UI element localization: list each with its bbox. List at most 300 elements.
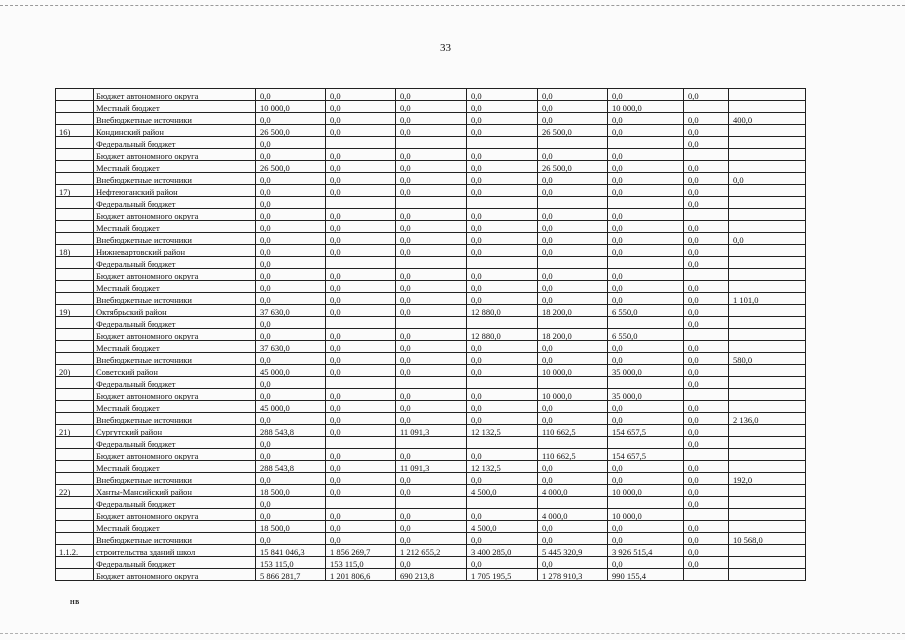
row-index-cell: [56, 521, 94, 533]
value-cell: 0,0: [396, 353, 467, 365]
value-cell: 0,0: [467, 389, 538, 401]
row-label-cell: Бюджет автономного округа: [94, 89, 256, 101]
value-cell: 18 200,0: [538, 305, 608, 317]
value-cell: 0,0: [326, 521, 396, 533]
row-label-cell: Местный бюджет: [94, 401, 256, 413]
value-cell: 0,0: [256, 221, 326, 233]
value-cell: [729, 137, 806, 149]
table-row: [56, 161, 806, 173]
value-cell: 0,0: [326, 209, 396, 221]
row-index-cell: [56, 377, 94, 389]
value-cell: 1 705 195,5: [467, 569, 538, 581]
row-label-cell: Внебюджетные источники: [94, 293, 256, 305]
value-cell: 0,0: [326, 173, 396, 185]
row-index-cell: [56, 437, 94, 449]
table-row: [56, 545, 806, 557]
table-row: [56, 305, 806, 317]
value-cell: 0,0: [326, 233, 396, 245]
value-cell: 0,0: [326, 305, 396, 317]
value-cell: 0,0: [256, 197, 326, 209]
value-cell: 4 500,0: [467, 485, 538, 497]
value-cell: 6 550,0: [608, 329, 684, 341]
value-cell: 0,0: [684, 485, 729, 497]
row-index-cell: 16): [56, 125, 94, 137]
value-cell: 1 278 910,3: [538, 569, 608, 581]
row-label-cell: Внебюджетные источники: [94, 473, 256, 485]
value-cell: 0,0: [538, 521, 608, 533]
value-cell: 0,0: [608, 185, 684, 197]
value-cell: 0,0: [608, 401, 684, 413]
value-cell: [729, 557, 806, 569]
value-cell: 0,0: [467, 401, 538, 413]
value-cell: [684, 449, 729, 461]
value-cell: 110 662,5: [538, 449, 608, 461]
value-cell: 0,0: [538, 461, 608, 473]
value-cell: 0,0: [396, 485, 467, 497]
value-cell: 18 200,0: [538, 329, 608, 341]
value-cell: 15 841 046,3: [256, 545, 326, 557]
value-cell: 0,0: [326, 341, 396, 353]
row-index-cell: [56, 389, 94, 401]
value-cell: 0,0: [256, 473, 326, 485]
table-row: [56, 221, 806, 233]
value-cell: 0,0: [326, 329, 396, 341]
value-cell: 0,0: [396, 389, 467, 401]
value-cell: 400,0: [729, 113, 806, 125]
row-index-cell: 18): [56, 245, 94, 257]
value-cell: [396, 437, 467, 449]
value-cell: 0,0: [684, 173, 729, 185]
value-cell: [467, 137, 538, 149]
row-index-cell: 21): [56, 425, 94, 437]
row-index-cell: [56, 269, 94, 281]
value-cell: 0,0: [467, 341, 538, 353]
row-index-cell: 17): [56, 185, 94, 197]
value-cell: 0,0: [396, 209, 467, 221]
value-cell: 0,0: [684, 245, 729, 257]
value-cell: 10 000,0: [538, 365, 608, 377]
table-row: [56, 461, 806, 473]
value-cell: [467, 377, 538, 389]
value-cell: [729, 425, 806, 437]
table-row: [56, 293, 806, 305]
value-cell: 12 880,0: [467, 305, 538, 317]
table-row: [56, 209, 806, 221]
value-cell: 0,0: [608, 521, 684, 533]
value-cell: 0,0: [538, 149, 608, 161]
table-row: [56, 269, 806, 281]
value-cell: 0,0: [256, 137, 326, 149]
value-cell: 0,0: [326, 533, 396, 545]
value-cell: 0,0: [396, 473, 467, 485]
value-cell: 0,0: [256, 353, 326, 365]
row-label-cell: Бюджет автономного округа: [94, 389, 256, 401]
value-cell: 0,0: [608, 161, 684, 173]
row-label-cell: Местный бюджет: [94, 341, 256, 353]
row-label-cell: Нефтеюганский район: [94, 185, 256, 197]
table-row: [56, 389, 806, 401]
row-label-cell: Бюджет автономного округа: [94, 449, 256, 461]
value-cell: [396, 377, 467, 389]
value-cell: [729, 365, 806, 377]
budget-table: [55, 88, 806, 581]
value-cell: 0,0: [326, 365, 396, 377]
row-index-cell: [56, 449, 94, 461]
value-cell: [729, 497, 806, 509]
value-cell: 26 500,0: [256, 125, 326, 137]
value-cell: 5 445 320,9: [538, 545, 608, 557]
value-cell: 0,0: [608, 149, 684, 161]
value-cell: 10 000,0: [608, 485, 684, 497]
value-cell: 0,0: [684, 221, 729, 233]
value-cell: 0,0: [684, 413, 729, 425]
value-cell: [684, 329, 729, 341]
value-cell: [729, 185, 806, 197]
row-label-cell: Местный бюджет: [94, 461, 256, 473]
table-row: [56, 101, 806, 113]
row-index-cell: [56, 281, 94, 293]
value-cell: 0,0: [326, 161, 396, 173]
value-cell: 0,0: [467, 269, 538, 281]
table-row: [56, 353, 806, 365]
value-cell: [467, 437, 538, 449]
value-cell: 0,0: [538, 557, 608, 569]
value-cell: 0,0: [326, 89, 396, 101]
value-cell: [396, 317, 467, 329]
value-cell: 0,0: [684, 281, 729, 293]
row-label-cell: Советский район: [94, 365, 256, 377]
value-cell: 10 000,0: [608, 101, 684, 113]
value-cell: 0,0: [729, 233, 806, 245]
table-row: [56, 173, 806, 185]
row-label-cell: Внебюджетные источники: [94, 233, 256, 245]
value-cell: 0,0: [608, 113, 684, 125]
value-cell: 0,0: [396, 173, 467, 185]
value-cell: 5 866 281,7: [256, 569, 326, 581]
value-cell: 0,0: [538, 89, 608, 101]
value-cell: 0,0: [326, 353, 396, 365]
value-cell: [729, 329, 806, 341]
value-cell: 0,0: [326, 269, 396, 281]
row-label-cell: Местный бюджет: [94, 521, 256, 533]
row-index-cell: [56, 113, 94, 125]
row-index-cell: [56, 149, 94, 161]
table-row: [56, 473, 806, 485]
value-cell: 0,0: [684, 125, 729, 137]
value-cell: 0,0: [467, 365, 538, 377]
row-label-cell: Федеральный бюджет: [94, 497, 256, 509]
row-index-cell: 22): [56, 485, 94, 497]
value-cell: 0,0: [256, 509, 326, 521]
value-cell: 0,0: [538, 245, 608, 257]
row-index-cell: [56, 353, 94, 365]
row-index-cell: [56, 497, 94, 509]
value-cell: 0,0: [256, 245, 326, 257]
value-cell: 0,0: [538, 233, 608, 245]
value-cell: 0,0: [467, 473, 538, 485]
row-index-cell: [56, 461, 94, 473]
table-row: [56, 425, 806, 437]
value-cell: 0,0: [467, 293, 538, 305]
value-cell: 0,0: [326, 101, 396, 113]
value-cell: 12 132,5: [467, 425, 538, 437]
row-index-cell: [56, 329, 94, 341]
value-cell: [729, 545, 806, 557]
table-row: [56, 329, 806, 341]
value-cell: [729, 461, 806, 473]
value-cell: [326, 437, 396, 449]
value-cell: 0,0: [684, 497, 729, 509]
value-cell: 0,0: [256, 173, 326, 185]
row-index-cell: [56, 557, 94, 569]
value-cell: 0,0: [326, 149, 396, 161]
row-label-cell: Федеральный бюджет: [94, 377, 256, 389]
table-row: [56, 557, 806, 569]
value-cell: [729, 221, 806, 233]
value-cell: 0,0: [256, 257, 326, 269]
row-index-cell: [56, 101, 94, 113]
row-label-cell: Местный бюджет: [94, 221, 256, 233]
table-row: [56, 365, 806, 377]
table-row: [56, 125, 806, 137]
value-cell: 0,0: [396, 125, 467, 137]
value-cell: 0,0: [396, 557, 467, 569]
value-cell: [608, 377, 684, 389]
value-cell: [729, 341, 806, 353]
value-cell: 0,0: [256, 377, 326, 389]
value-cell: 0,0: [684, 437, 729, 449]
value-cell: 1 212 655,2: [396, 545, 467, 557]
row-label-cell: Внебюджетные источники: [94, 173, 256, 185]
value-cell: [538, 437, 608, 449]
value-cell: 3 400 285,0: [467, 545, 538, 557]
value-cell: [684, 569, 729, 581]
table-row: [56, 281, 806, 293]
value-cell: 0,0: [608, 557, 684, 569]
value-cell: 0,0: [256, 449, 326, 461]
value-cell: 0,0: [608, 125, 684, 137]
value-cell: 0,0: [467, 209, 538, 221]
value-cell: 11 091,3: [396, 425, 467, 437]
value-cell: 0,0: [684, 533, 729, 545]
value-cell: 0,0: [538, 209, 608, 221]
table-row: [56, 533, 806, 545]
value-cell: [538, 197, 608, 209]
row-index-cell: [56, 197, 94, 209]
row-index-cell: 20): [56, 365, 94, 377]
value-cell: [538, 497, 608, 509]
value-cell: 0,0: [684, 473, 729, 485]
value-cell: [326, 137, 396, 149]
row-index-cell: [56, 341, 94, 353]
value-cell: 0,0: [396, 305, 467, 317]
row-index-cell: [56, 257, 94, 269]
table-row: [56, 317, 806, 329]
value-cell: 0,0: [538, 185, 608, 197]
table-row: [56, 113, 806, 125]
value-cell: 288 543,8: [256, 461, 326, 473]
value-cell: 0,0: [326, 461, 396, 473]
value-cell: 0,0: [684, 425, 729, 437]
value-cell: 0,0: [256, 317, 326, 329]
row-label-cell: Бюджет автономного округа: [94, 209, 256, 221]
value-cell: 0,0: [608, 173, 684, 185]
value-cell: [729, 317, 806, 329]
value-cell: 0,0: [396, 161, 467, 173]
row-label-cell: Бюджет автономного округа: [94, 269, 256, 281]
value-cell: 0,0: [608, 281, 684, 293]
table-row: [56, 137, 806, 149]
value-cell: 0,0: [256, 269, 326, 281]
value-cell: 0,0: [467, 149, 538, 161]
table-row: [56, 437, 806, 449]
row-label-cell: Бюджет автономного округа: [94, 509, 256, 521]
row-label-cell: Ханты-Мансийский район: [94, 485, 256, 497]
page-bottom-edge: [0, 633, 905, 634]
value-cell: 0,0: [396, 341, 467, 353]
value-cell: 10 568,0: [729, 533, 806, 545]
value-cell: 0,0: [684, 521, 729, 533]
value-cell: [326, 317, 396, 329]
value-cell: [729, 89, 806, 101]
value-cell: 192,0: [729, 473, 806, 485]
value-cell: 0,0: [729, 173, 806, 185]
row-label-cell: Бюджет автономного округа: [94, 569, 256, 581]
value-cell: 10 000,0: [256, 101, 326, 113]
row-label-cell: Местный бюджет: [94, 161, 256, 173]
value-cell: [608, 197, 684, 209]
value-cell: 37 630,0: [256, 305, 326, 317]
value-cell: 0,0: [256, 149, 326, 161]
value-cell: 0,0: [326, 389, 396, 401]
row-label-cell: Федеральный бюджет: [94, 437, 256, 449]
value-cell: 0,0: [538, 353, 608, 365]
value-cell: 0,0: [684, 545, 729, 557]
value-cell: [729, 509, 806, 521]
value-cell: [729, 269, 806, 281]
value-cell: 0,0: [326, 413, 396, 425]
row-index-cell: [56, 209, 94, 221]
value-cell: 0,0: [684, 137, 729, 149]
value-cell: 0,0: [684, 233, 729, 245]
row-label-cell: Кондинский район: [94, 125, 256, 137]
value-cell: 0,0: [608, 209, 684, 221]
value-cell: 0,0: [538, 533, 608, 545]
value-cell: 0,0: [608, 221, 684, 233]
value-cell: 45 000,0: [256, 365, 326, 377]
value-cell: 0,0: [396, 89, 467, 101]
value-cell: 0,0: [538, 101, 608, 113]
value-cell: 0,0: [684, 341, 729, 353]
value-cell: [396, 197, 467, 209]
value-cell: 0,0: [326, 509, 396, 521]
row-label-cell: Федеральный бюджет: [94, 557, 256, 569]
value-cell: [396, 497, 467, 509]
value-cell: 37 630,0: [256, 341, 326, 353]
value-cell: 0,0: [467, 125, 538, 137]
value-cell: [467, 317, 538, 329]
value-cell: 0,0: [538, 281, 608, 293]
value-cell: 110 662,5: [538, 425, 608, 437]
value-cell: [538, 257, 608, 269]
value-cell: 11 091,3: [396, 461, 467, 473]
value-cell: 0,0: [396, 533, 467, 545]
value-cell: 0,0: [467, 413, 538, 425]
value-cell: 6 550,0: [608, 305, 684, 317]
value-cell: 288 543,8: [256, 425, 326, 437]
table-row: [56, 413, 806, 425]
table-row: [56, 341, 806, 353]
row-label-cell: Федеральный бюджет: [94, 257, 256, 269]
row-index-cell: [56, 221, 94, 233]
value-cell: [729, 101, 806, 113]
value-cell: 0,0: [396, 413, 467, 425]
value-cell: 12 880,0: [467, 329, 538, 341]
value-cell: 0,0: [256, 389, 326, 401]
row-label-cell: Сургутский район: [94, 425, 256, 437]
value-cell: 0,0: [467, 533, 538, 545]
value-cell: 0,0: [467, 245, 538, 257]
value-cell: [538, 137, 608, 149]
value-cell: [729, 197, 806, 209]
value-cell: [326, 497, 396, 509]
value-cell: 0,0: [684, 89, 729, 101]
row-label-cell: Местный бюджет: [94, 281, 256, 293]
value-cell: 2 136,0: [729, 413, 806, 425]
value-cell: 0,0: [326, 425, 396, 437]
value-cell: [729, 125, 806, 137]
table-row: [56, 185, 806, 197]
value-cell: 0,0: [326, 473, 396, 485]
value-cell: [684, 389, 729, 401]
value-cell: 0,0: [256, 233, 326, 245]
value-cell: 4 000,0: [538, 509, 608, 521]
value-cell: 26 500,0: [256, 161, 326, 173]
value-cell: 35 000,0: [608, 389, 684, 401]
row-label-cell: Местный бюджет: [94, 101, 256, 113]
value-cell: 0,0: [396, 365, 467, 377]
value-cell: 0,0: [684, 161, 729, 173]
value-cell: 0,0: [467, 233, 538, 245]
table-row: [56, 257, 806, 269]
page-number: 33: [440, 42, 451, 54]
table-row: [56, 197, 806, 209]
row-index-cell: [56, 173, 94, 185]
value-cell: 0,0: [326, 185, 396, 197]
value-cell: [729, 257, 806, 269]
value-cell: [729, 449, 806, 461]
value-cell: 690 213,8: [396, 569, 467, 581]
value-cell: 26 500,0: [538, 125, 608, 137]
row-index-cell: [56, 473, 94, 485]
value-cell: 0,0: [326, 281, 396, 293]
row-label-cell: Внебюджетные источники: [94, 533, 256, 545]
value-cell: 0,0: [684, 461, 729, 473]
value-cell: 12 132,5: [467, 461, 538, 473]
row-index-cell: [56, 89, 94, 101]
value-cell: 0,0: [608, 293, 684, 305]
value-cell: 0,0: [326, 113, 396, 125]
value-cell: 0,0: [684, 197, 729, 209]
row-index-cell: [56, 137, 94, 149]
value-cell: 0,0: [467, 221, 538, 233]
value-cell: [396, 257, 467, 269]
value-cell: 153 115,0: [256, 557, 326, 569]
value-cell: [729, 521, 806, 533]
row-index-cell: 1.1.2.: [56, 545, 94, 557]
table-row: [56, 509, 806, 521]
value-cell: 580,0: [729, 353, 806, 365]
